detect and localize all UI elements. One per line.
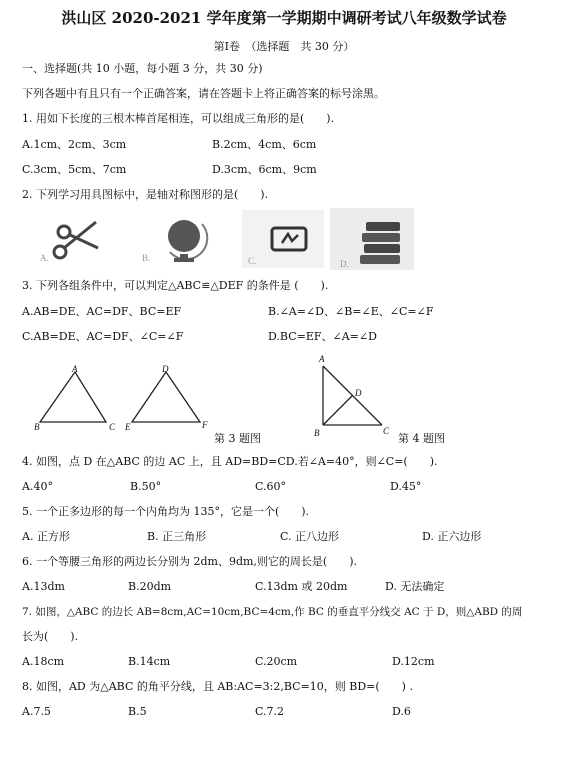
q3-option-b: B.∠A=∠D、∠B=∠E、∠C=∠F — [268, 305, 434, 318]
q7-option-a: A.18cm — [22, 655, 65, 668]
vertex-a-4: A — [319, 354, 325, 364]
q6-option-b: B.20dm — [128, 580, 172, 593]
q4-option-b: B.50° — [130, 480, 162, 493]
vertex-f-2: F — [202, 420, 208, 430]
q2-label-c: C. — [248, 256, 257, 266]
part-subtitle: 第Ⅰ卷 （选择题 共 30 分） — [213, 40, 355, 53]
vertex-c-4: C — [383, 426, 390, 436]
q1-option-d: D.3cm、6cm、9cm — [212, 163, 317, 176]
q8-option-d: D.6 — [392, 705, 411, 718]
q6-option-c: C.13dm 或 20dm — [255, 580, 348, 593]
vertex-a-1: A — [72, 364, 78, 374]
vertex-d-4: D — [355, 388, 362, 398]
vertex-b-4: B — [314, 428, 320, 438]
instruction-text: 下列各题中有且只有一个正确答案，请在答题卡上将正确答案的标号涂黑。 — [22, 87, 385, 100]
q4-option-a: A.40° — [22, 480, 53, 493]
triangle-def — [132, 372, 200, 422]
q1-option-a: A.1cm、2cm、3cm — [22, 138, 127, 151]
q5-option-d: D. 正六边形 — [422, 530, 482, 543]
q7-stem-continued: 长为( ). — [22, 630, 79, 643]
q7-option-d: D.12cm — [392, 655, 435, 668]
triangle-abc — [40, 372, 106, 422]
q8-option-b: B.5 — [128, 705, 147, 718]
q8-stem: 8. 如图，AD 为△ABC 的角平分线，且 AB:AC=3:2,BC=10，则 BD=( ) . — [22, 680, 413, 693]
q4-option-d: D.45° — [390, 480, 422, 493]
caption-q4: 第 4 题图 — [398, 432, 445, 445]
q2-label-d: D. — [340, 259, 349, 269]
q2-label-b: B. — [142, 253, 151, 263]
exam-title: 洪山区 2020-2021 学年度第一学期期中调研考试八年级数学试卷 — [61, 9, 507, 27]
q6-option-d: D. 无法确定 — [385, 580, 445, 593]
caption-q3: 第 3 题图 — [214, 432, 261, 445]
q7-option-b: B.14cm — [128, 655, 171, 668]
q3-option-a: A.AB=DE、AC=DF、BC=EF — [22, 305, 182, 318]
q6-stem: 6. 一个等腰三角形的两边长分别为 2dm、9dm,则它的周长是( ). — [22, 555, 358, 568]
q2-stem: 2. 下列学习用具图标中，是轴对称图形的是( ). — [22, 188, 269, 201]
q5-option-b: B. 正三角形 — [147, 530, 207, 543]
q4-option-c: C.60° — [255, 480, 287, 493]
q5-stem: 5. 一个正多边形的每一个内角均为 135°，它是一个( ). — [22, 505, 310, 518]
q8-option-a: A.7.5 — [22, 705, 51, 718]
section-heading: 一、选择题(共 10 小题，每小题 3 分，共 30 分) — [22, 62, 263, 75]
q1-option-c: C.3cm、5cm、7cm — [22, 163, 127, 176]
q5-option-c: C. 正八边形 — [280, 530, 340, 543]
q3-stem: 3. 下列各组条件中，可以判定△ABC≌△DEF 的条件是 ( ). — [22, 279, 329, 292]
scissors-icon — [38, 214, 118, 266]
q7-option-c: C.20cm — [255, 655, 298, 668]
q3-option-c: C.AB=DE、AC=DF、∠C=∠F — [22, 330, 184, 343]
globe-icon — [140, 212, 220, 266]
q5-option-a: A. 正方形 — [22, 530, 70, 543]
q4-stem: 4. 如图，点 D 在△ABC 的边 AC 上，且 AD=BD=CD.若∠A=40°，则∠C=( ). — [22, 455, 438, 468]
vertex-c-1: C — [109, 422, 116, 432]
vertex-d-2: D — [162, 364, 169, 374]
q2-label-a: A. — [40, 253, 49, 263]
vertex-e-2: E — [125, 422, 131, 432]
q3-option-d: D.BC=EF、∠A=∠D — [268, 330, 377, 343]
q8-option-c: C.7.2 — [255, 705, 285, 718]
q6-option-a: A.13dm — [22, 580, 65, 593]
q1-stem: 1. 用如下长度的三根木棒首尾相连，可以组成三角形的是( ). — [22, 112, 335, 125]
q7-stem: 7. 如图，△ABC 的边长 AB=8cm,AC=10cm,BC=4cm,作 BC 的垂直平分线交 AC 于 D，则△ABD 的周 — [22, 606, 523, 618]
q1-option-b: B.2cm、4cm、6cm — [212, 138, 317, 151]
vertex-b-1: B — [34, 422, 40, 432]
